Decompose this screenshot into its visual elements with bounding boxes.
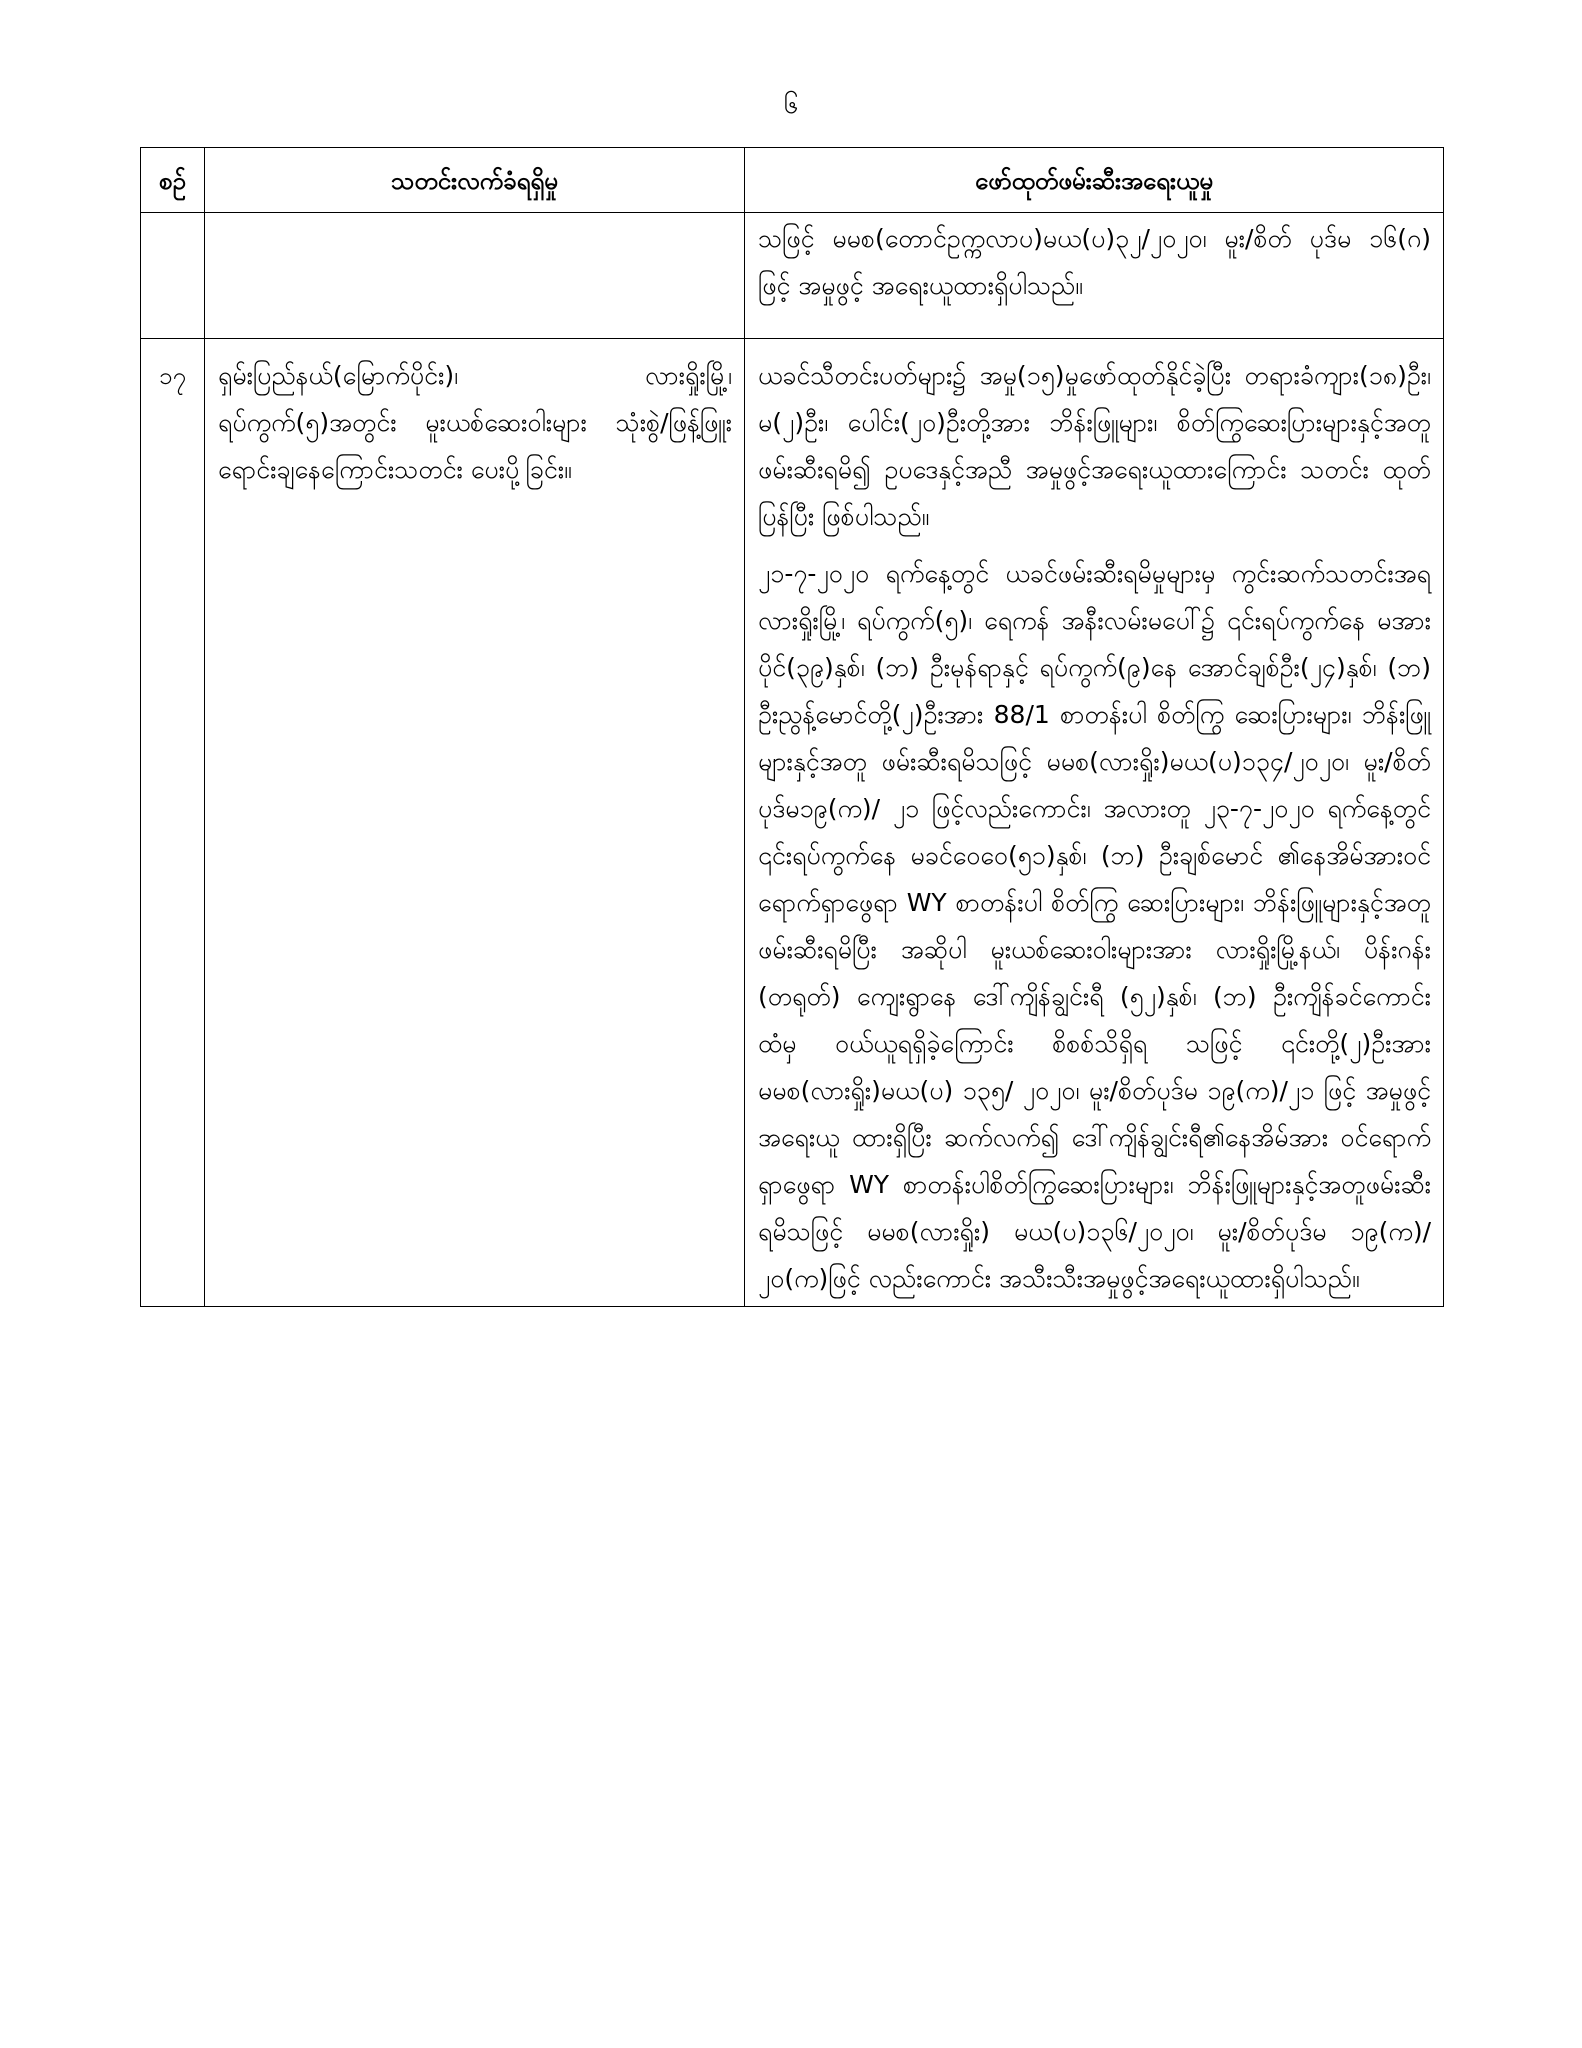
report-text — [205, 213, 744, 219]
table-header-row — [141, 148, 1444, 213]
action-paragraph: ၂၁-၇-၂၀၂၀ ရက်နေ့တွင် ယခင်ဖမ်းဆီးရမိမှုများမှ ကွင်းဆက်သတင်းအရ လားရှိုးမြို့၊ ရပ်ကွက်(၅)၊ ရေကန် အနီးလမ်းမပေါ်၌ ၎င်းရပ်ကွက်နေ မအားပိုင်(၃၉)နှစ်၊ (ဘ) ဦးမုန်ရာနှင့် ရပ်ကွက်(၉)နေ အောင်ချစ်ဦး(၂၄)နှစ်၊ (ဘ) ဦးညွန့်မောင်တို့(၂)ဦးအား 88/1 စာတန်းပါ စိတ်ကြွ ဆေးပြားများ၊ ဘိန်းဖြူများနှင့်အတူ ဖမ်းဆီးရမိသဖြင့် မမစ(လားရှိုး)မယ(ပ)၁၃၄/၂၀၂၀၊ မူး/စိတ်ပုဒ်မ၁၉(က)/ ၂၁ ဖြင့်လည်းကောင်း၊ အလားတူ ၂၃-၇-၂၀၂၀ ရက်နေ့တွင် ၎င်းရပ်ကွက်နေ မခင်ဝေဝေ(၅၁)နှစ်၊ (ဘ) ဦးချစ်မောင် ၏နေအိမ်အားဝင်ရောက်ရှာဖွေရာ WY စာတန်းပါ စိတ်ကြွ ဆေးပြားများ၊ ဘိန်းဖြူများနှင့်အတူ ဖမ်းဆီးရမိပြီး အဆိုပါ မူးယစ်ဆေးဝါးများအား လားရှိုးမြို့နယ်၊ ပိန်းဂန်း (တရုတ်) ကျေးရွာနေ ဒေါ်ကျိန်ချွင်းရီ (၅၂)နှစ်၊ (ဘ) ဦးကျိန်ခင်ကောင်း ထံမှ ဝယ်ယူရရှိခဲ့ကြောင်း စိစစ်သိရှိရ သဖြင့် ၎င်းတို့(၂)ဦးအား မမစ(လားရှိုး)မယ(ပ) ၁၃၅/ ၂၀၂၀၊ မူး/စိတ်ပုဒ်မ ၁၉(က)/၂၁ ဖြင့် အမှုဖွင့်အရေးယူ ထားရှိပြီး ဆက်လက်၍ ဒေါ်ကျိန်ချွင်းရီ၏နေအိမ်အား ဝင်ရောက်ရှာဖွေရာ WY စာတန်းပါစိတ်ကြွဆေးပြားများ၊ ဘိန်းဖြူများနှင့်အတူဖမ်းဆီးရမိသဖြင့် မမစ(လားရှိုး) မယ(ပ)၁၃၆/၂၀၂၀၊ မူး/စိတ်ပုဒ်မ ၁၉(က)/၂၀(က)ဖြင့် လည်းကောင်း အသီးသီးအမှုဖွင့်အရေးယူထားရှိပါသည်။ — [758, 559, 1431, 1293]
cell-report — [205, 339, 745, 1307]
row-number — [141, 213, 204, 235]
action-paragraph: သဖြင့် မမစ(တောင်ဥက္ကလာပ)မယ(ပ)၃၂/၂၀၂၀၊ မူး/စိတ် ပုဒ်မ ၁၆(ဂ) ဖြင့် အမှုဖွင့် အရေးယူထားရှိပါသည်။ — [758, 224, 1431, 300]
header-cell-report — [205, 148, 745, 213]
row-number: ၁၇ — [159, 362, 186, 390]
page-number: ၆ — [783, 90, 799, 120]
table-row — [141, 339, 1444, 1307]
case-report-table — [140, 147, 1444, 1307]
cell-action — [745, 213, 1444, 339]
cell-report — [205, 213, 745, 339]
header-report: သတင်းလက်ခံရရှိမှု — [391, 167, 558, 195]
cell-action — [745, 339, 1444, 1307]
action-text — [745, 339, 1443, 1306]
table-row — [141, 213, 1444, 339]
cell-no — [141, 213, 205, 339]
cell-no — [141, 339, 205, 1307]
action-paragraph: ယခင်သီတင်းပတ်များ၌ အမှု(၁၅)မှုဖော်ထုတ်နိုင်ခဲ့ပြီး တရားခံကျား(၁၈)ဦး၊ မ(၂)ဦး၊ ပေါင်း(၂၀)ဦးတို့အား ဘိန်းဖြူများ၊ စိတ်ကြွဆေးပြားများနှင့်အတူ ဖမ်းဆီးရမိ၍ ဥပဒေနှင့်အညီ အမှုဖွင့်အရေးယူထားကြောင်း သတင်း ထုတ်ပြန်ပြီး ဖြစ်ပါသည်။ — [758, 361, 1431, 531]
header-no: စဉ် — [159, 167, 186, 195]
header-cell-no — [141, 148, 205, 213]
report-text: ရှမ်းပြည်နယ်(မြောက်ပိုင်း)၊ လားရှိုးမြို့၊ ရပ်ကွက်(၅)အတွင်း မူးယစ်ဆေးဝါးများ သုံးစွဲ/ဖြန့်ဖြူး ရောင်းချနေကြောင်းသတင်း ပေးပို့ခြင်း။ — [218, 361, 732, 484]
action-text — [745, 213, 1443, 313]
header-action: ဖော်ထုတ်ဖမ်းဆီးအရေးယူမှု — [975, 167, 1213, 195]
header-cell-action — [745, 148, 1444, 213]
